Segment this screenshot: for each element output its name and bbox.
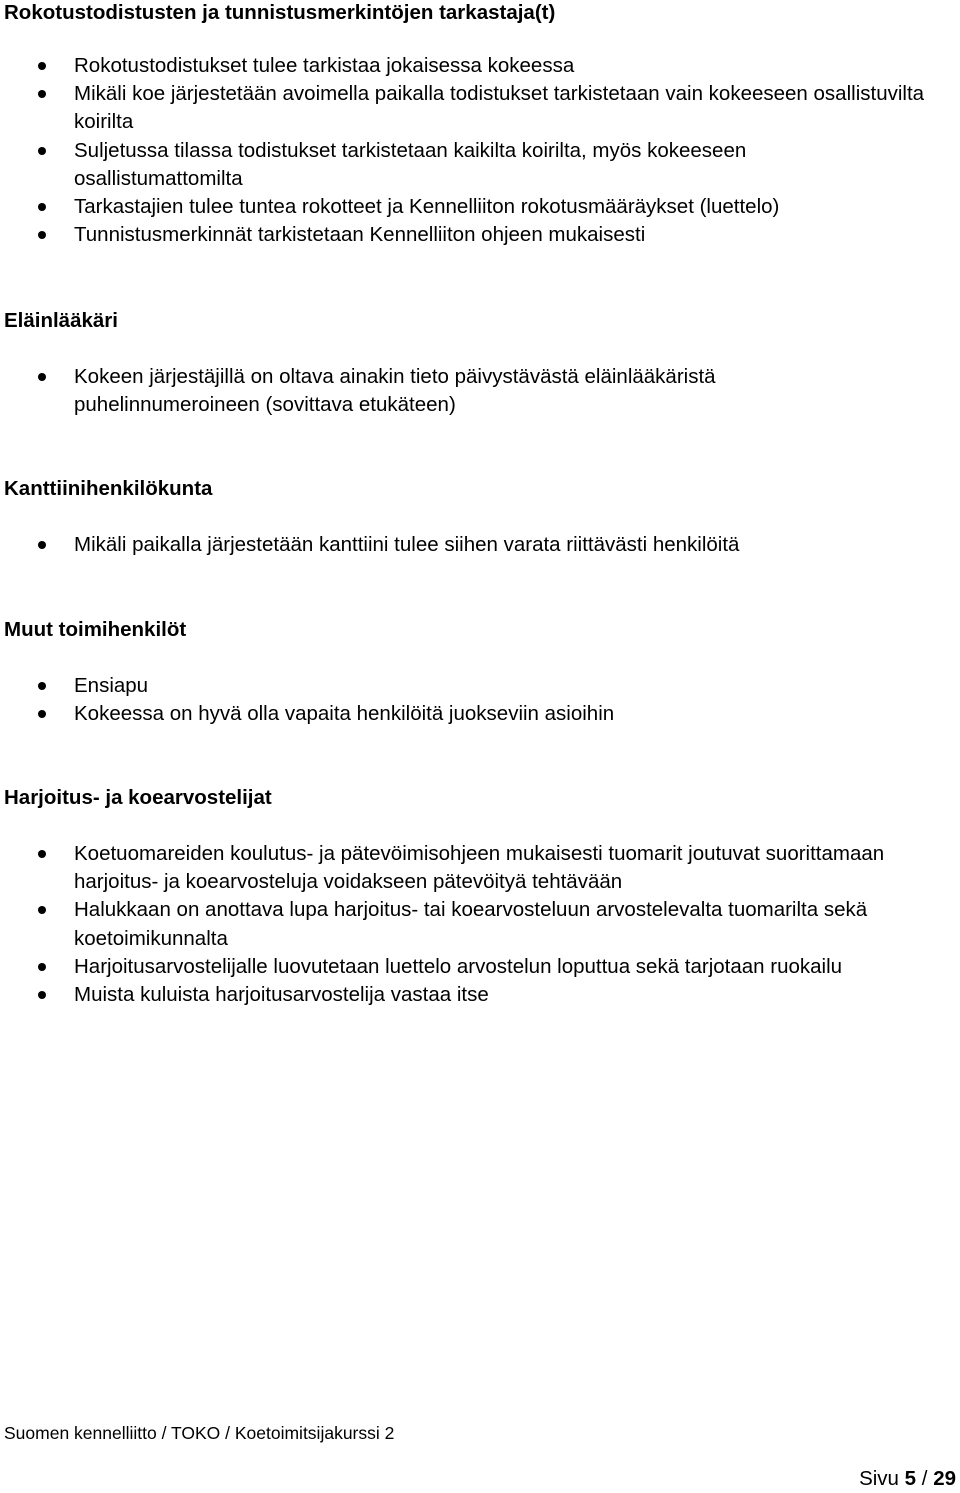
list-item-text: Halukkaan on anottava lupa harjoitus- tai koearvosteluun arvostelevalta tuomarilta sekä koetoimikunnalta: [74, 898, 868, 950]
list-item-text: Muista kuluista harjoitusarvostelija vastaa itse: [74, 983, 489, 1007]
section-heading-vaccination-inspectors: Rokotustodistusten ja tunnistusmerkintöjen tarkastaja(t): [4, 1, 556, 24]
list-item-text: Mikäli paikalla järjestetään kanttiini tulee siihen varata riittävästi henkilöitä: [74, 533, 740, 556]
list-item-text: Mikäli koe järjestetään avoimella paikalla todistukset tarkistetaan vain kokeeseen osallistuvilta koirilta: [74, 82, 925, 134]
list-item: [0, 52, 944, 80]
list-item: [0, 700, 944, 728]
page-total: 29: [933, 1467, 956, 1490]
bullet-icon: [38, 90, 46, 98]
list-item-text: Rokotustodistukset tulee tarkistaa jokaisessa kokeessa: [74, 54, 575, 77]
list-item-text: Kokeessa on hyvä olla vapaita henkilöitä juokseviin asioihin: [74, 702, 615, 726]
list-item-text: Koetuomareiden koulutus- ja pätevöimisohjeen mukaisesti tuomarit joutuvat suorittamaan harjoitus- ja koearvosteluja voidakseen pätevöityä tehtävään: [74, 842, 885, 894]
section-list-practice-judges: [0, 840, 960, 1009]
list-item: [0, 221, 944, 249]
list-item-text: Tunnistusmerkinnät tarkistetaan Kennelliiton ohjeen mukaisesti: [74, 223, 646, 247]
list-item-text: Harjoitusarvostelijalle luovutetaan luettelo arvostelun loputtua sekä tarjotaan ruokailu: [74, 954, 843, 978]
bullet-icon: [38, 963, 46, 971]
page-label: Sivu: [859, 1467, 899, 1490]
list-item: [0, 193, 944, 221]
bullet-icon: [38, 710, 46, 718]
bullet-icon: [38, 682, 46, 690]
section-heading-canteen-staff: Kanttiinihenkilökunta: [4, 477, 213, 500]
list-item: [0, 840, 894, 896]
section-heading-veterinarian: Eläinlääkäri: [4, 309, 118, 332]
list-item-text: Tarkastajien tulee tuntea rokotteet ja Kennelliiton rokotusmääräykset (luettelo): [74, 195, 780, 219]
list-item: [0, 953, 894, 981]
list-item: [0, 531, 944, 559]
section-list-vaccination-inspectors: [0, 52, 960, 249]
list-item: [0, 896, 944, 952]
bullet-icon: [38, 147, 46, 155]
list-item-text: Ensiapu: [74, 674, 149, 697]
section-list-canteen-staff: [0, 531, 960, 559]
section-heading-other-officials: Muut toimihenkilöt: [4, 618, 187, 641]
list-item: [0, 80, 944, 136]
bullet-icon: [38, 231, 46, 239]
list-item-text: Suljetussa tilassa todistukset tarkistetaan kaikilta koirilta, myös kokeeseen osallistumattomilta: [74, 138, 747, 190]
section-list-veterinarian: [0, 363, 960, 419]
section-list-other-officials: [0, 672, 960, 728]
bullet-icon: [38, 541, 46, 549]
bullet-icon: [38, 991, 46, 999]
page-number: [859, 1467, 956, 1491]
list-item: [0, 137, 874, 193]
section-heading-practice-judges: Harjoitus- ja koearvostelijat: [4, 786, 272, 809]
list-item: [0, 672, 944, 700]
bullet-icon: [38, 906, 46, 914]
footer-course-title: Suomen kennelliitto / TOKO / Koetoimitsijakurssi 2: [4, 1423, 395, 1443]
list-item: [0, 363, 844, 419]
list-item: [0, 981, 944, 1009]
bullet-icon: [38, 850, 46, 858]
page-current: 5: [904, 1467, 917, 1490]
list-item-text: Kokeen järjestäjillä on oltava ainakin tieto päivystävästä eläinlääkäristä puhelinnumeroineen (sovittava etukäteen): [74, 365, 716, 417]
bullet-icon: [38, 203, 46, 211]
page-separator: /: [921, 1467, 928, 1490]
bullet-icon: [38, 373, 46, 381]
bullet-icon: [38, 62, 46, 70]
